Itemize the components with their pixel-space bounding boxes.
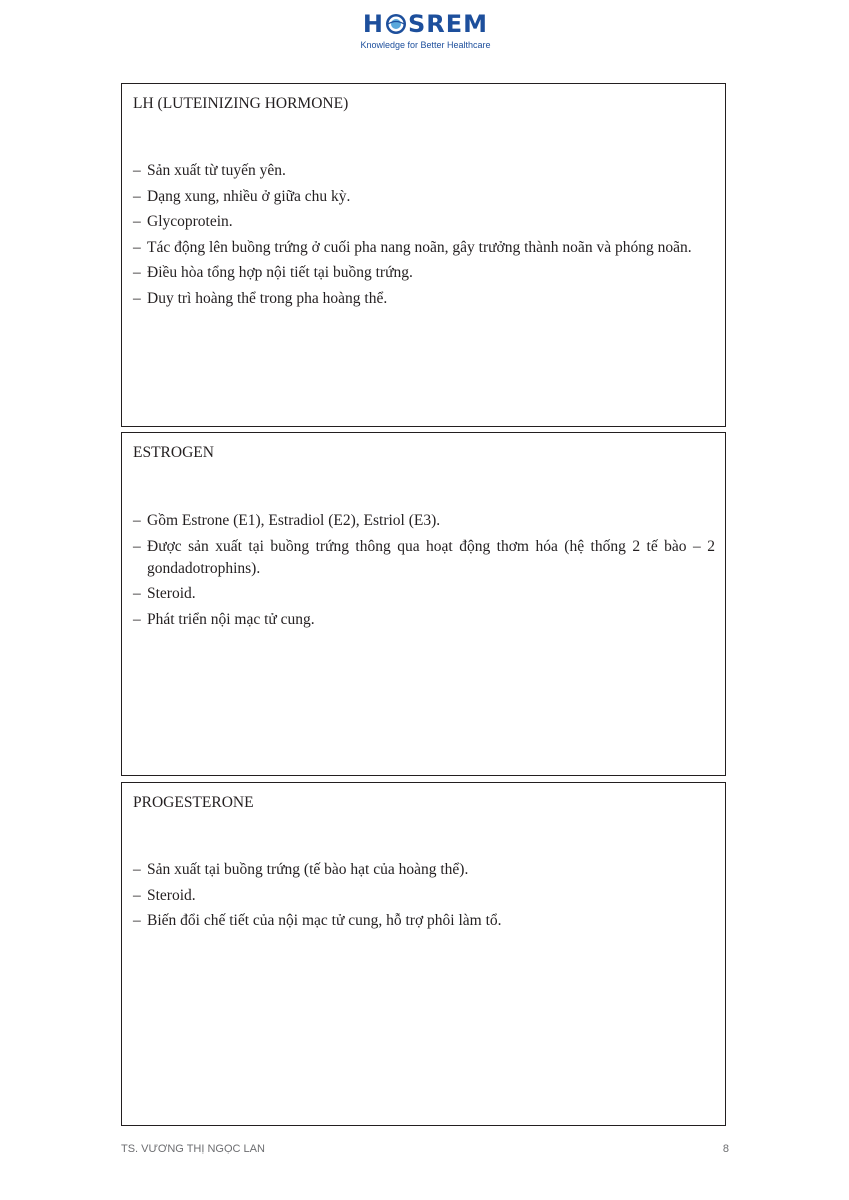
hosrem-logo <box>358 10 493 54</box>
list-item: – Điều hòa tổng hợp nội tiết tại buồng trứng. <box>133 262 715 284</box>
page-number: 8 <box>722 1143 729 1155</box>
list-item: – Steroid. <box>133 583 715 605</box>
list-item: – Glycoprotein. <box>133 211 715 233</box>
section-list <box>133 160 715 313</box>
section-list <box>133 510 715 634</box>
list-item: – Dạng xung, nhiều ở giữa chu kỳ. <box>133 186 715 208</box>
list-item: – Gồm Estrone (E1), Estradiol (E2), Estriol (E3). <box>133 510 715 532</box>
section-progesterone <box>121 782 726 1126</box>
logo-suffix: SREM <box>408 10 489 38</box>
list-item: – Phát triển nội mạc tử cung. <box>133 609 715 631</box>
section-estrogen <box>121 432 726 776</box>
logo-tagline: Knowledge for Better Healthcare <box>360 40 491 50</box>
section-title: ESTROGEN <box>133 444 214 461</box>
section-title: PROGESTERONE <box>133 794 254 811</box>
list-item: – Duy trì hoàng thể trong pha hoàng thể. <box>133 288 715 310</box>
footer-author: TS. VƯƠNG THỊ NGỌC LAN <box>121 1143 265 1155</box>
section-title: LH (LUTEINIZING HORMONE) <box>133 95 349 112</box>
section-list <box>133 859 715 936</box>
list-item: – Biến đổi chế tiết của nội mạc tử cung, hỗ trợ phôi làm tổ. <box>133 910 715 932</box>
list-item: – Sản xuất tại buồng trứng (tế bào hạt của hoàng thể). <box>133 859 715 881</box>
logo-prefix: H <box>362 10 385 38</box>
list-item: – Được sản xuất tại buồng trứng thông qua hoạt động thơm hóa (hệ thống 2 tế bào – 2 gondadotrophins). <box>133 536 715 580</box>
section-lh <box>121 83 726 427</box>
logo-wordmark <box>358 10 493 38</box>
list-item: – Steroid. <box>133 885 715 907</box>
globe-icon <box>385 13 407 35</box>
list-item: – Tác động lên buồng trứng ở cuối pha nang noãn, gây trưởng thành noãn và phóng noãn. <box>133 237 715 259</box>
list-item: – Sản xuất từ tuyến yên. <box>133 160 715 182</box>
